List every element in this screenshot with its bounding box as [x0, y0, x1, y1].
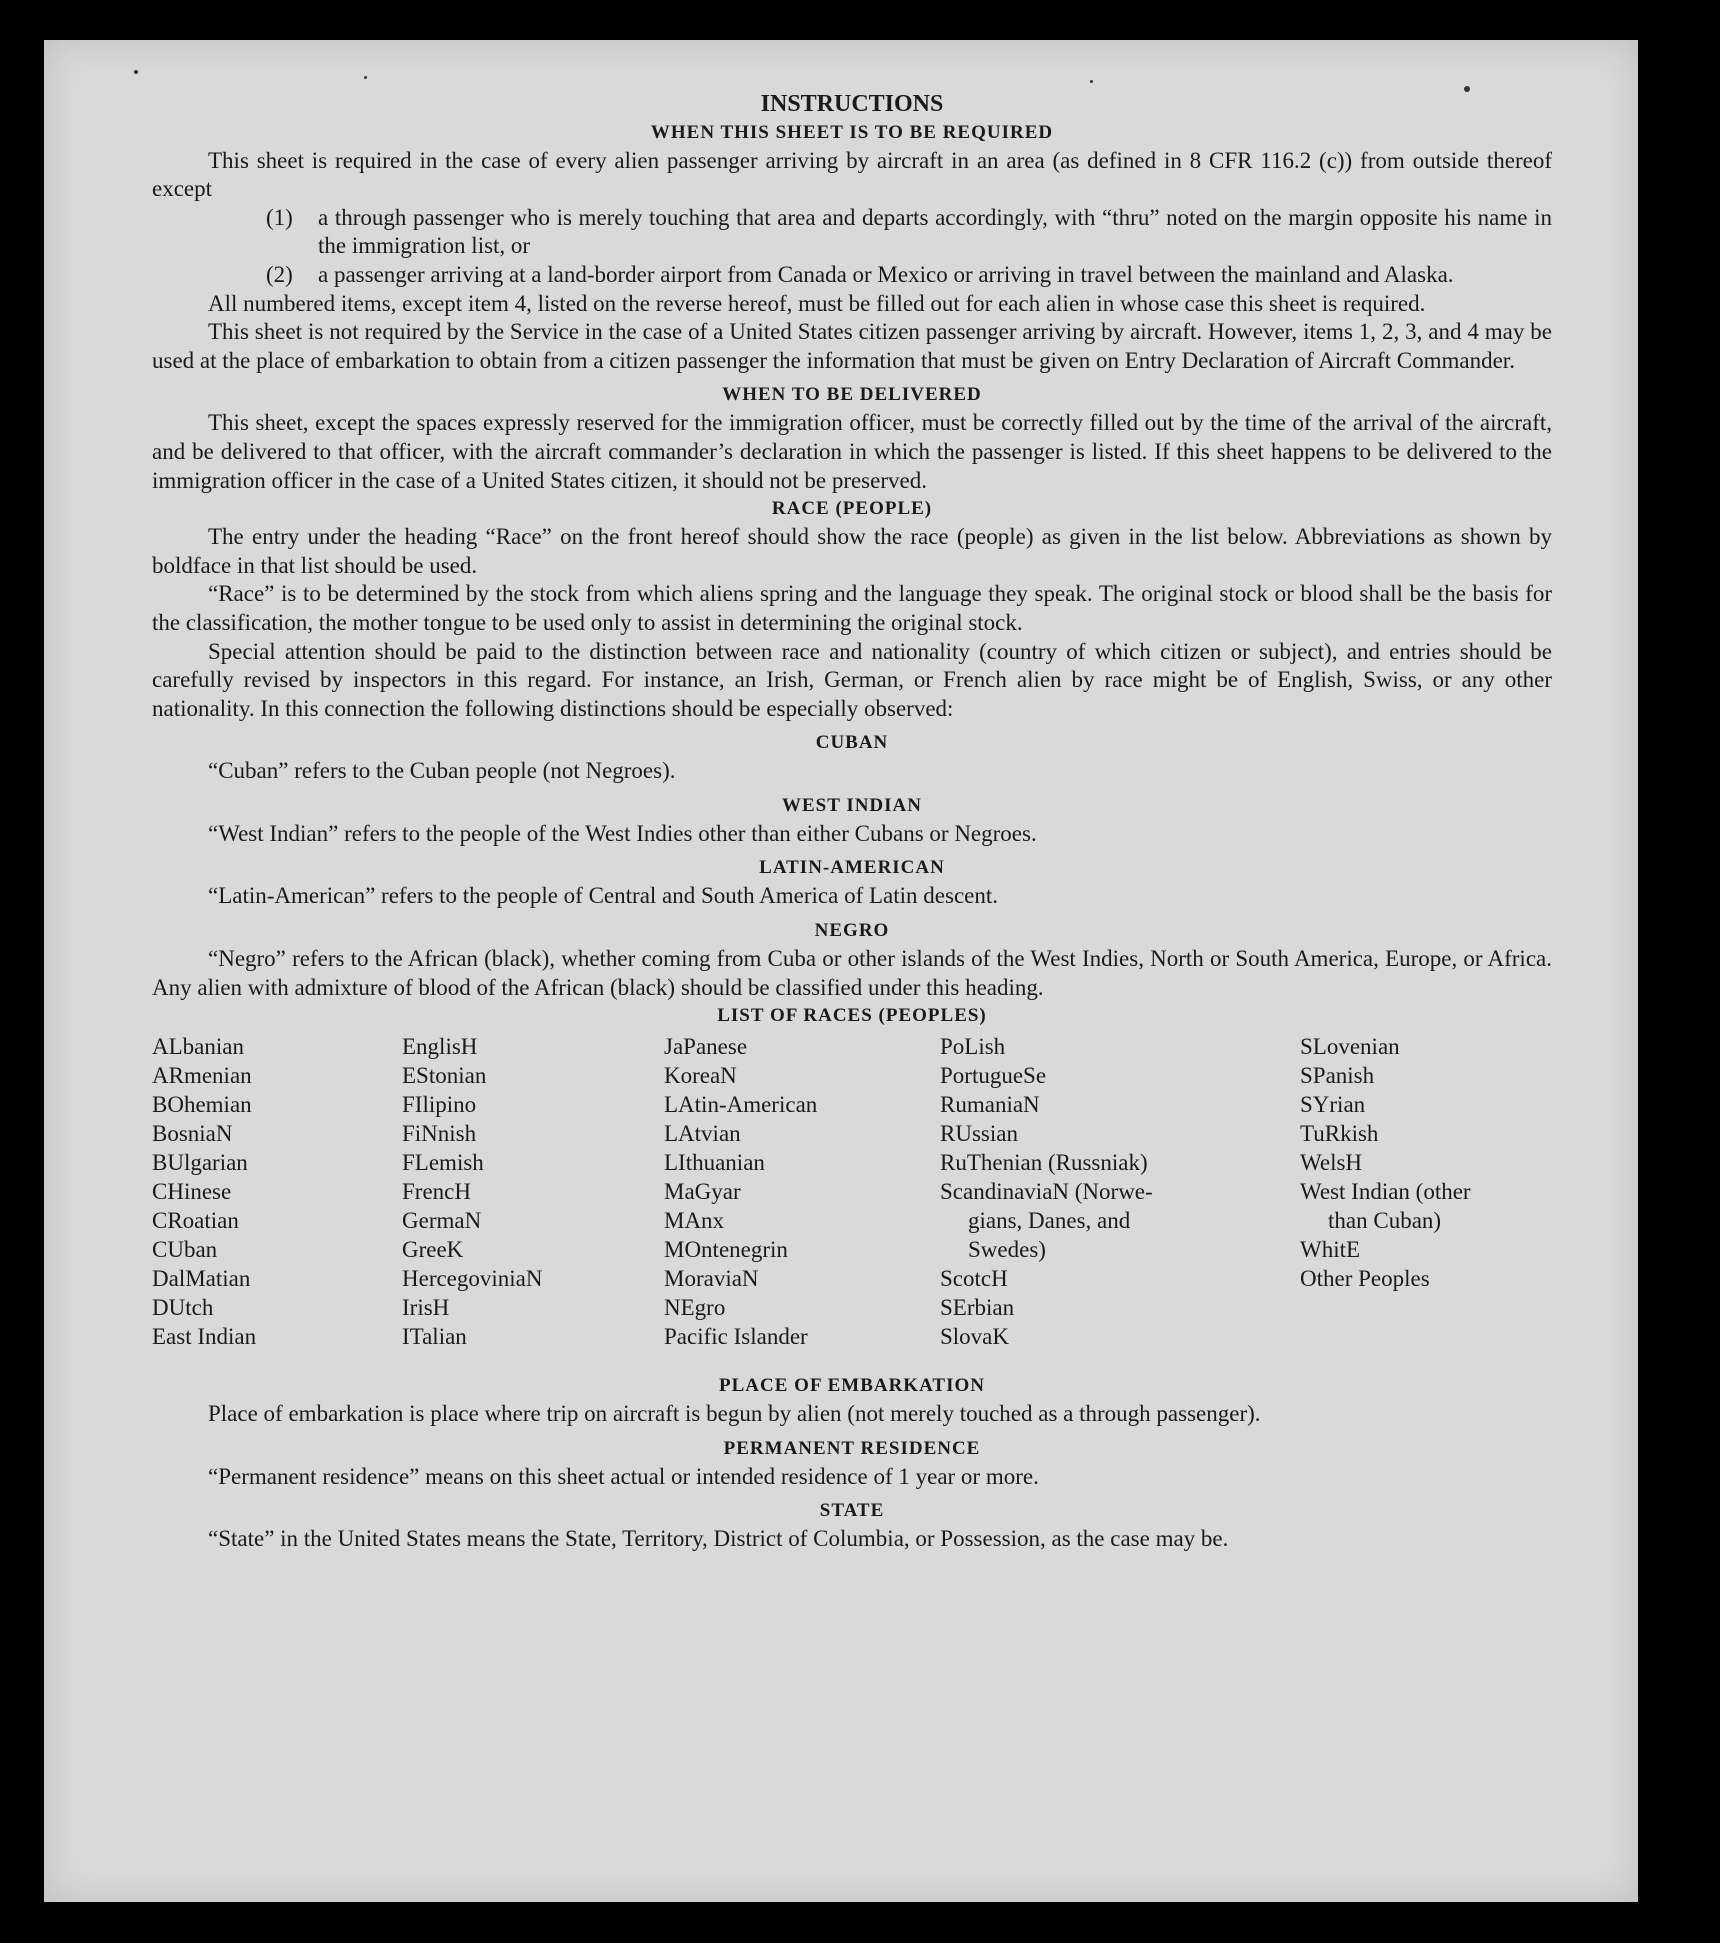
race-item-continued: gians, Danes, and [968, 1208, 1131, 1234]
race-item: MOntenegrin [664, 1237, 788, 1263]
item-text: a through passenger who is merely touching that area and departs accordingly, with “thru” noted on the margin opposite his name in the immigration list, or [318, 204, 1552, 259]
race-item: ScotcH [940, 1266, 1008, 1292]
heading-west-indian: WEST INDIAN [782, 794, 922, 816]
page-title: INSTRUCTIONS [760, 91, 944, 117]
paragraph: Place of embarkation is place where trip on aircraft is begun by alien (not merely touched as a through passenger). [208, 1401, 1261, 1427]
race-item: Pacific Islander [664, 1324, 808, 1350]
heading-latin-american: LATIN-AMERICAN [759, 857, 945, 879]
race-item: SLovenian [1300, 1034, 1400, 1060]
race-list [152, 1032, 1552, 1372]
race-column-5 [1300, 1032, 1471, 1293]
list-item [152, 204, 1552, 261]
paragraph: “State” in the United States means the State, Territory, District of Columbia, or Possession, as the case may be. [208, 1526, 1229, 1552]
paragraph: “West Indian” refers to the people of the West Indies other than either Cubans or Negroes. [208, 820, 1037, 846]
heading-place-of-embarkation: PLACE OF EMBARKATION [719, 1375, 985, 1397]
scan-speck [1090, 80, 1093, 83]
paragraph: This sheet is not required by the Service in the case of a United States citizen passenger arriving by aircraft. However, items 1, 2, 3, and 4 may be used at the place of embarkation to obtain from a citizen passenger the information that must be given on Entry Declaration of Aircraft Commander. [152, 319, 1552, 373]
race-item: GermaN [402, 1208, 482, 1234]
race-item: SlovaK [940, 1324, 1009, 1350]
paragraph: The entry under the heading “Race” on the front hereof should show the race (people) as given in the list below. Abbreviations as shown by boldface in that list should be used. [152, 524, 1552, 578]
race-item: RuThenian (Russniak) [940, 1150, 1148, 1176]
race-item: NEgro [664, 1295, 726, 1321]
heading-race: RACE (PEOPLE) [771, 498, 933, 520]
item-number: (1) [266, 204, 293, 230]
race-item: SYrian [1300, 1092, 1366, 1118]
item-text: a passenger arriving at a land-border airport from Canada or Mexico or arriving in travel between the mainland and Alaska. [318, 261, 1454, 287]
race-item: RumaniaN [940, 1092, 1040, 1118]
race-item: East Indian [152, 1324, 257, 1350]
race-item: Other Peoples [1300, 1266, 1430, 1292]
race-item: GreeK [402, 1237, 464, 1263]
race-item: MaGyar [664, 1179, 741, 1205]
heading-when-required: WHEN THIS SHEET IS TO BE REQUIRED [650, 121, 1054, 143]
instructions-content [152, 90, 1552, 1554]
paragraph: This sheet, except the spaces expressly reserved for the immigration officer, must be correctly filled out by the time of the arrival of the aircraft, and be delivered to that officer, with the aircraft commander’s declaration in which the passenger is listed. If this sheet happens to be delivered to the immigration officer in the case of a United States citizen, it should not be preserved. [152, 410, 1552, 493]
item-number: (2) [266, 261, 293, 287]
race-column-2 [402, 1032, 543, 1351]
race-item: IrisH [402, 1295, 450, 1321]
race-item: WelsH [1300, 1150, 1363, 1176]
paragraph: “Negro” refers to the African (black), whether coming from Cuba or other islands of the West Indies, North or South America, Europe, or Africa. Any alien with admixture of blood of the African (black) should be classified under this heading. [152, 946, 1552, 1000]
race-item: FLemish [402, 1150, 484, 1176]
race-item: SPanish [1300, 1063, 1375, 1089]
race-item-continued: Swedes) [968, 1237, 1046, 1263]
race-item: ScandinaviaN (Norwe- [940, 1179, 1153, 1205]
race-item: FrencH [402, 1179, 471, 1205]
race-item: SErbian [940, 1295, 1015, 1321]
paragraph: This sheet is required in the case of every alien passenger arriving by aircraft in an area (as defined in 8 CFR 116.2 (c)) from outside thereof except [152, 147, 1552, 202]
race-item: DalMatian [152, 1266, 251, 1292]
race-item: KoreaN [664, 1063, 737, 1089]
race-item: BUlgarian [152, 1150, 248, 1176]
race-item: WhitE [1300, 1237, 1361, 1263]
race-item: EnglisH [402, 1034, 478, 1060]
list-item [152, 261, 1552, 290]
race-item: BosniaN [152, 1121, 233, 1147]
heading-when-delivered: WHEN TO BE DELIVERED [722, 384, 982, 406]
race-item: TuRkish [1300, 1121, 1379, 1147]
race-item: LAtvian [664, 1121, 741, 1147]
heading-cuban: CUBAN [815, 732, 889, 754]
race-column-1 [152, 1032, 256, 1351]
race-item: RUssian [940, 1121, 1018, 1147]
race-item: West Indian (other [1300, 1179, 1471, 1205]
race-item: CHinese [152, 1179, 232, 1205]
scan-speck [134, 70, 138, 74]
race-column-4 [940, 1032, 1153, 1351]
heading-state: STATE [819, 1500, 885, 1522]
race-item: FIlipino [402, 1092, 477, 1118]
race-item: MAnx [664, 1208, 725, 1234]
race-item: HercegoviniaN [402, 1266, 543, 1292]
race-item: ITalian [402, 1324, 467, 1350]
scan-speck [364, 76, 367, 79]
paragraph: “Cuban” refers to the Cuban people (not Negroes). [208, 758, 676, 784]
race-item: ALbanian [152, 1034, 244, 1060]
paragraph: Special attention should be paid to the distinction between race and nationality (country of which citizen or subject), and entries should be carefully revised by inspectors in this regard. For instance, an Irish, German, or French alien by race might be of English, Swiss, or any other nationality. In this connection the following distinctions should be especially observed: [152, 638, 1552, 721]
race-item: LAtin-American [664, 1092, 818, 1118]
race-item: PoLish [940, 1034, 1006, 1060]
race-item: CUban [152, 1237, 218, 1263]
paragraph: “Permanent residence” means on this sheet actual or intended residence of 1 year or more. [208, 1463, 1039, 1489]
race-item: LIthuanian [664, 1150, 765, 1176]
race-item: CRoatian [152, 1208, 239, 1234]
document-page [44, 40, 1638, 1902]
race-item: EStonian [402, 1063, 487, 1089]
race-item: BOhemian [152, 1092, 252, 1118]
paragraph: “Race” is to be determined by the stock from which aliens spring and the language they speak. The original stock or blood shall be the basis for the classification, the mother tongue to be used only to assist in determining the original stock. [152, 581, 1552, 635]
race-item: ARmenian [152, 1063, 252, 1089]
heading-permanent-residence: PERMANENT RESIDENCE [723, 1437, 981, 1459]
heading-list-of-races: LIST OF RACES (PEOPLES) [717, 1005, 987, 1027]
race-item: MoraviaN [664, 1266, 759, 1292]
race-item: DUtch [152, 1295, 214, 1321]
heading-negro: NEGRO [814, 920, 890, 942]
paragraph: “Latin-American” refers to the people of Central and South America of Latin descent. [208, 883, 998, 909]
race-column-3 [664, 1032, 817, 1351]
race-item: JaPanese [664, 1034, 748, 1060]
race-item-continued: than Cuban) [1328, 1208, 1442, 1234]
race-item: FiNnish [402, 1121, 477, 1147]
paragraph: All numbered items, except item 4, listed on the reverse hereof, must be filled out for each alien in whose case this sheet is required. [208, 290, 1426, 316]
race-item: PortugueSe [940, 1063, 1047, 1089]
